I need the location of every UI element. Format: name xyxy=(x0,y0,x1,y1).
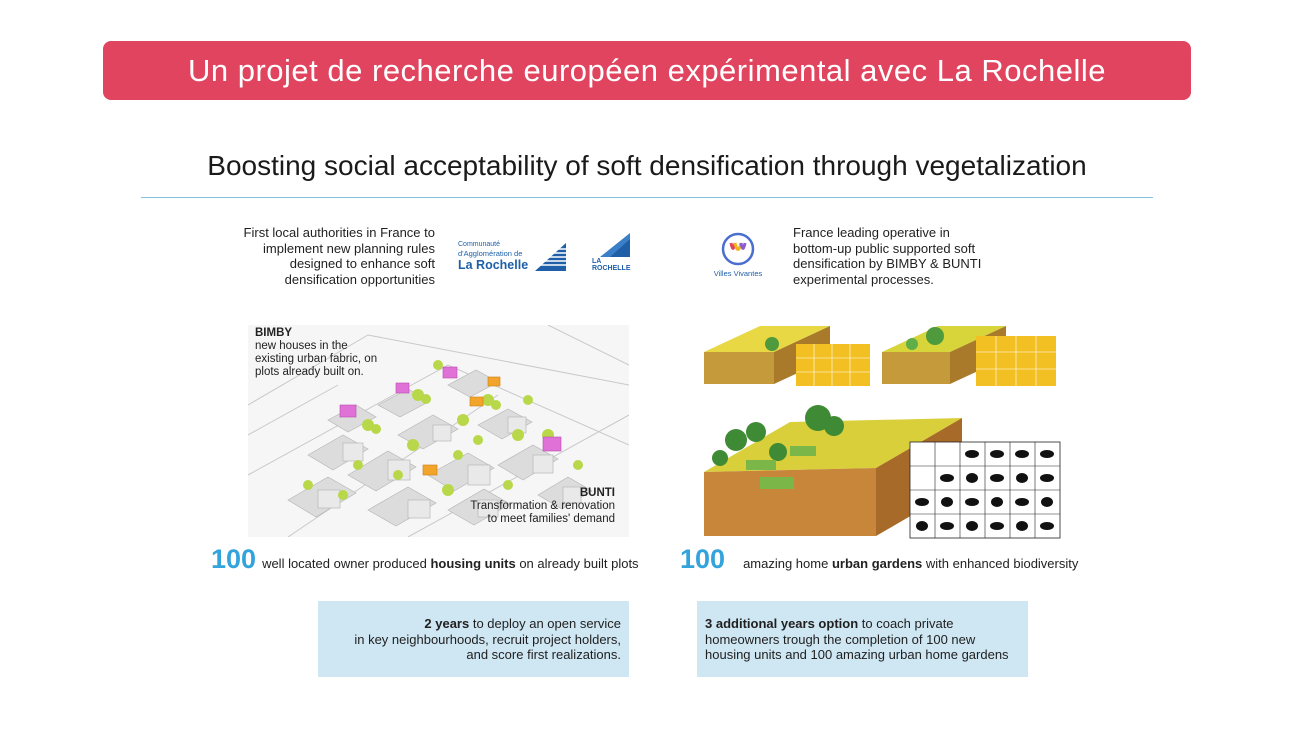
right-info-box: 3 additional years option to coach private homeowners trough the completion of 100 new housing units and 100 amazing urban home gardens xyxy=(697,601,1028,677)
page-subtitle: Boosting social acceptability of soft densification through vegetalization xyxy=(207,150,1087,181)
ville-la-rochelle-logo: LA ROCHELLE xyxy=(590,233,632,273)
agglomeration-la-rochelle-logo: Communauté d'Agglomération de La Rochelle xyxy=(458,241,568,275)
left-intro-text: First local authorities in France to implement new planning rules designed to enhance soft densification opportunities xyxy=(243,225,435,287)
stat-number: 100 xyxy=(211,544,257,574)
garden-biodiversity-illustration xyxy=(700,322,1062,540)
stripes-icon xyxy=(535,243,566,271)
bimby-label: BIMBY new houses in the existing urban fabric, on plots already built on. xyxy=(255,327,378,378)
left-stat: 100 well located owner produced housing units on already built plots xyxy=(211,544,639,574)
banner-title: Un projet de recherche européen expérimental avec La Rochelle xyxy=(188,52,1106,88)
divider-line xyxy=(141,197,1153,198)
right-stat: 100 amazing home urban gardens with enhanced biodiversity xyxy=(680,544,1079,574)
urban-densification-illustration xyxy=(248,325,629,537)
triangle-logo-icon xyxy=(590,233,630,257)
villes-vivantes-logo: Villes Vivantes xyxy=(712,232,764,280)
stat-number: 100 xyxy=(680,544,726,574)
title-banner xyxy=(103,41,1191,100)
bunti-label: BUNTI Transformation & renovation to meet families' demand xyxy=(470,487,615,525)
left-info-box: 2 years to deploy an open service in key neighbourhoods, recruit project holders, and score first realizations. xyxy=(318,601,629,677)
right-intro-text: France leading operative in bottom-up public supported soft densification by BIMBY & BUNTI experimental processes. xyxy=(793,225,982,287)
villes-vivantes-icon xyxy=(712,232,764,268)
garden-biodiversity-image xyxy=(700,322,1062,540)
